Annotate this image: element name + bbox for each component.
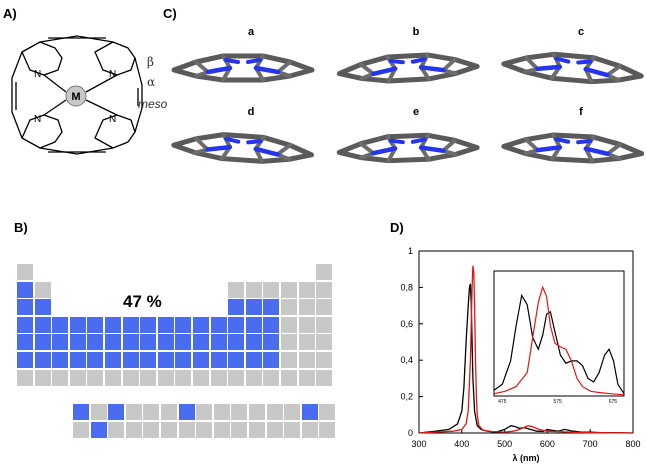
element-cell: [122, 369, 140, 387]
inset-x-tick-label: 675: [608, 399, 618, 405]
element-cell: [69, 333, 87, 351]
conformation-model-e: [333, 120, 483, 170]
element-cell: [318, 403, 336, 421]
y-tick-label: 0: [407, 428, 413, 438]
element-cell: [69, 369, 87, 387]
element-cell: [227, 369, 245, 387]
nitrogen-label-4: N: [109, 114, 117, 125]
x-tick-label: 300: [411, 439, 427, 449]
element-cell: [34, 298, 52, 316]
element-cell: [125, 421, 143, 439]
conformation-label-b: b: [412, 26, 420, 38]
absorption-chart: [395, 238, 645, 470]
y-tick-label: 1: [407, 246, 413, 256]
conformation-label-c: c: [577, 26, 585, 38]
element-cell: [174, 333, 192, 351]
element-cell: [298, 369, 316, 387]
element-cell: [16, 298, 34, 316]
element-cell: [69, 316, 87, 334]
element-cell: [16, 369, 34, 387]
conformation-label-e: e: [412, 106, 420, 118]
element-cell: [178, 421, 196, 439]
element-cell: [283, 421, 301, 439]
alpha-label: α: [147, 75, 156, 89]
element-cell: [245, 281, 263, 299]
conformation-model-d: [168, 120, 318, 170]
element-cell: [315, 333, 333, 351]
element-cell: [280, 333, 298, 351]
element-cell: [298, 333, 316, 351]
element-cell: [139, 351, 157, 369]
element-cell: [122, 351, 140, 369]
element-cell: [227, 316, 245, 334]
element-cell: [266, 421, 284, 439]
element-cell: [160, 403, 178, 421]
element-cell: [248, 403, 266, 421]
element-cell: [298, 316, 316, 334]
element-cell: [195, 403, 213, 421]
element-cell: [122, 333, 140, 351]
beta-label: β: [147, 55, 154, 69]
element-cell: [245, 316, 263, 334]
element-cell: [142, 421, 160, 439]
element-cell: [192, 316, 210, 334]
element-cell: [107, 421, 125, 439]
element-cell: [227, 298, 245, 316]
x-tick-label: 500: [497, 439, 513, 449]
element-cell: [34, 351, 52, 369]
element-cell: [280, 298, 298, 316]
element-cell: [262, 369, 280, 387]
panel-label-a: A): [3, 6, 17, 21]
element-cell: [34, 333, 52, 351]
element-cell: [248, 421, 266, 439]
inset-x-tick-label: 475: [498, 399, 507, 405]
element-cell: [298, 298, 316, 316]
element-cell: [86, 333, 104, 351]
x-tick-label: 400: [454, 439, 470, 449]
x-tick-label: 600: [539, 439, 555, 449]
element-cell: [245, 351, 263, 369]
element-cell: [90, 403, 108, 421]
element-cell: [266, 403, 284, 421]
element-cell: [227, 333, 245, 351]
element-cell: [104, 351, 122, 369]
y-tick-label: 0,4: [400, 355, 413, 366]
element-cell: [245, 333, 263, 351]
element-cell: [230, 421, 248, 439]
element-cell: [16, 333, 34, 351]
element-cell: [51, 333, 69, 351]
element-cell: [210, 333, 228, 351]
element-cell: [157, 316, 175, 334]
element-cell: [262, 333, 280, 351]
nitrogen-label-3: N: [34, 114, 42, 125]
element-cell: [72, 403, 90, 421]
element-cell: [262, 281, 280, 299]
meso-label: meso: [138, 97, 168, 111]
element-cell: [301, 421, 319, 439]
element-cell: [104, 333, 122, 351]
element-cell: [192, 333, 210, 351]
conformation-label-f: f: [579, 106, 583, 118]
element-cell: [227, 281, 245, 299]
element-cell: [315, 351, 333, 369]
panel-label-d: D): [390, 220, 404, 235]
x-tick-label: 700: [582, 439, 598, 449]
element-cell: [210, 369, 228, 387]
element-cell: [280, 351, 298, 369]
metal-label: M: [71, 91, 81, 103]
element-cell: [142, 403, 160, 421]
nitrogen-label-1: N: [34, 69, 42, 80]
element-cell: [157, 351, 175, 369]
element-cell: [178, 403, 196, 421]
element-cell: [86, 351, 104, 369]
element-cell: [16, 281, 34, 299]
element-cell: [34, 369, 52, 387]
element-cell: [298, 351, 316, 369]
conformation-label-d: d: [247, 106, 255, 118]
panel-label-c: C): [163, 6, 177, 21]
element-cell: [125, 403, 143, 421]
element-cell: [174, 369, 192, 387]
element-cell: [192, 351, 210, 369]
conformation-model-b: [333, 40, 483, 90]
y-tick-label: 0,2: [400, 391, 413, 402]
element-cell: [283, 403, 301, 421]
element-cell: [16, 351, 34, 369]
element-cell: [104, 316, 122, 334]
element-cell: [174, 351, 192, 369]
element-cell: [69, 351, 87, 369]
conformation-model-a: [168, 40, 318, 90]
element-cell: [139, 369, 157, 387]
inset-x-tick-label: 575: [553, 399, 562, 405]
element-cell: [230, 403, 248, 421]
element-cell: [104, 369, 122, 387]
element-cell: [34, 316, 52, 334]
element-cell: [213, 403, 231, 421]
element-cell: [139, 316, 157, 334]
x-axis-label: λ (nm): [512, 453, 540, 463]
element-cell: [160, 421, 178, 439]
element-cell: [192, 369, 210, 387]
element-cell: [210, 316, 228, 334]
element-cell: [280, 316, 298, 334]
element-cell: [107, 403, 125, 421]
conformation-label-a: a: [247, 26, 255, 38]
element-cell: [245, 298, 263, 316]
element-cell: [280, 369, 298, 387]
element-cell: [315, 298, 333, 316]
element-cell: [16, 316, 34, 334]
x-tick-label: 800: [625, 439, 641, 449]
element-cell: [86, 316, 104, 334]
inset-frame: [494, 271, 624, 396]
element-cell: [34, 281, 52, 299]
element-cell: [16, 263, 34, 281]
element-cell: [122, 316, 140, 334]
element-cell: [262, 351, 280, 369]
panel-label-b: B): [14, 220, 28, 235]
element-cell: [227, 351, 245, 369]
y-tick-label: 0,8: [400, 282, 413, 293]
element-cell: [315, 316, 333, 334]
nitrogen-label-2: N: [109, 69, 117, 80]
element-cell: [90, 421, 108, 439]
element-cell: [301, 403, 319, 421]
element-cell: [174, 316, 192, 334]
element-cell: [86, 369, 104, 387]
element-cell: [195, 421, 213, 439]
element-cell: [262, 316, 280, 334]
porphyrin-structure: [0, 30, 170, 170]
conformation-model-f: [498, 120, 647, 170]
percent-label: 47 %: [123, 292, 162, 311]
element-cell: [51, 351, 69, 369]
element-cell: [245, 369, 263, 387]
element-cell: [51, 369, 69, 387]
element-cell: [157, 333, 175, 351]
element-cell: [72, 421, 90, 439]
element-cell: [262, 298, 280, 316]
element-cell: [280, 281, 298, 299]
element-cell: [315, 263, 333, 281]
element-cell: [210, 351, 228, 369]
conformation-model-c: [498, 40, 647, 90]
element-cell: [315, 369, 333, 387]
element-cell: [51, 316, 69, 334]
element-cell: [318, 421, 336, 439]
element-cell: [298, 281, 316, 299]
y-tick-label: 0,6: [400, 318, 413, 329]
element-cell: [315, 281, 333, 299]
element-cell: [157, 369, 175, 387]
element-cell: [139, 333, 157, 351]
element-cell: [213, 421, 231, 439]
